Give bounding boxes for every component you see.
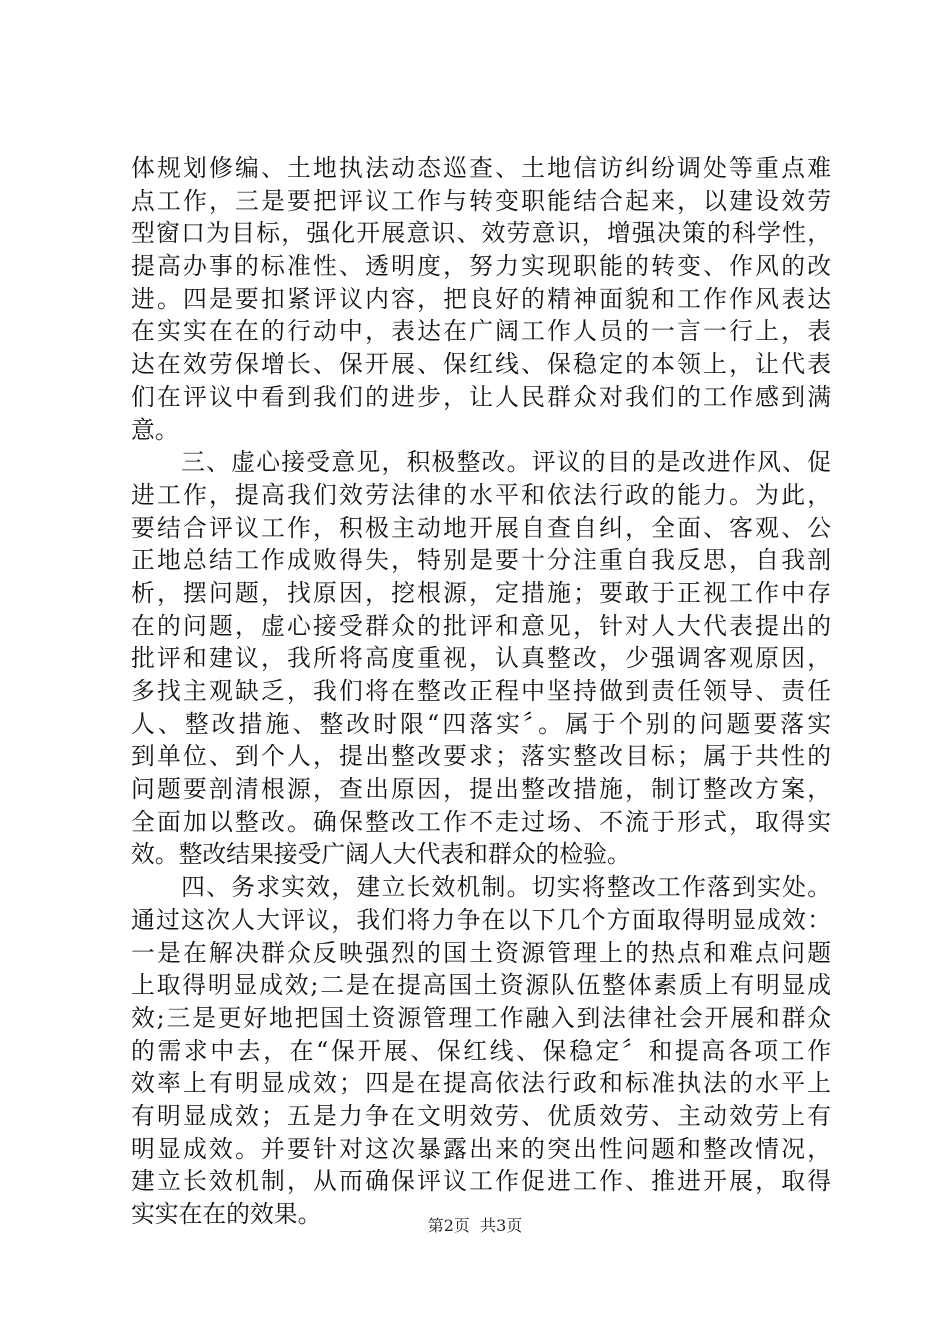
text-line: 们在评议中看到我们的进步，让人民群众对我们的工作感到满 bbox=[131, 382, 831, 411]
text-line: 有明显成效；五是力争在文明效劳、优质效劳、主动效劳上有 bbox=[131, 1101, 831, 1130]
text-line: 在的问题，虚心接受群众的批评和意见，针对人大代表提出的 bbox=[131, 611, 831, 640]
text-line: 通过这次人大评议，我们将力争在以下几个方面取得明显成效： bbox=[131, 905, 831, 934]
document-body bbox=[131, 152, 831, 1231]
text-line: 明显成效。并要针对这次暴露出来的突出性问题和整改情况， bbox=[131, 1134, 831, 1163]
text-line: 点工作，三是要把评议工作与转变职能结合起来，以建设效劳 bbox=[131, 186, 831, 215]
text-line: 提高办事的标准性、透明度，努力实现职能的转变、作风的改 bbox=[131, 252, 831, 281]
text-line: 析，摆问题，找原因，挖根源，定措施；要敢于正视工作中存 bbox=[131, 578, 831, 607]
text-line: 一是在解决群众反映强烈的国土资源管理上的热点和难点问题 bbox=[131, 938, 831, 967]
text-line: 意。 bbox=[131, 415, 179, 444]
text-line: 正地总结工作成败得失，特别是要十分注重自我反思，自我剖 bbox=[131, 546, 831, 575]
text-line: 型窗口为目标，强化开展意识、效劳意识，增强决策的科学性， bbox=[131, 219, 831, 248]
text-line: 在实实在在的行动中，表达在广阔工作人员的一言一行上，表 bbox=[131, 317, 831, 346]
text-line: 多找主观缺乏，我们将在整改正程中坚持做到责任领导、责任 bbox=[131, 677, 831, 705]
text-line: 效率上有明显成效；四是在提高依法行政和标准执法的水平上 bbox=[131, 1069, 831, 1098]
text-line: 全面加以整改。确保整改工作不走过场、不流于形式，取得实 bbox=[131, 807, 831, 836]
text-line: 达在效劳保增长、保开展、保红线、保稳定的本领上，让代表 bbox=[131, 350, 831, 379]
text-line: 效;三是更好地把国土资源管理工作融入到法律社会开展和群众 bbox=[131, 1003, 831, 1032]
text-line: 人、整改措施、整改时限“四落实〞。属于个别的问题要落实 bbox=[131, 709, 831, 738]
text-line: 的需求中去，在“保开展、保红线、保稳定〞和提高各项工作 bbox=[131, 1036, 831, 1065]
text-line: 到单位、到个人，提出整改要求；落实整改目标；属于共性的 bbox=[131, 742, 831, 771]
text-line: 进。四是要扣紧评议内容，把良好的精神面貌和工作作风表达 bbox=[131, 284, 831, 313]
text-line: 进工作，提高我们效劳法律的水平和依法行政的能力。为此， bbox=[131, 480, 831, 509]
text-line: 要结合评议工作，积极主动地开展自查自纠，全面、客观、公 bbox=[131, 513, 831, 542]
text-line: 实实在在的效果。 bbox=[131, 1200, 322, 1228]
text-line: 三、虚心接受意见，积极整改。评议的目的是改进作风、促 bbox=[131, 448, 831, 477]
text-line: 建立长效机制，从而确保评议工作促进工作、推进开展，取得 bbox=[131, 1167, 831, 1196]
text-line: 上取得明显成效;二是在提高国土资源队伍整体素质上有明显成 bbox=[131, 971, 831, 1000]
text-line: 四、务求实效，建立长效机制。切实将整改工作落到实处。 bbox=[131, 873, 831, 902]
text-line: 批评和建议，我所将高度重视，认真整改，少强调客观原因， bbox=[131, 644, 831, 673]
text-line: 效。整改结果接受广阔人大代表和群众的检验。 bbox=[131, 840, 631, 869]
text-line: 体规划修编、土地执法动态巡查、土地信访纠纷调处等重点难 bbox=[131, 154, 831, 182]
text-line: 问题要剖清根源，查出原因，提出整改措施，制订整改方案， bbox=[131, 775, 831, 804]
page-footer: 第2页 共3页 bbox=[427, 1216, 523, 1235]
